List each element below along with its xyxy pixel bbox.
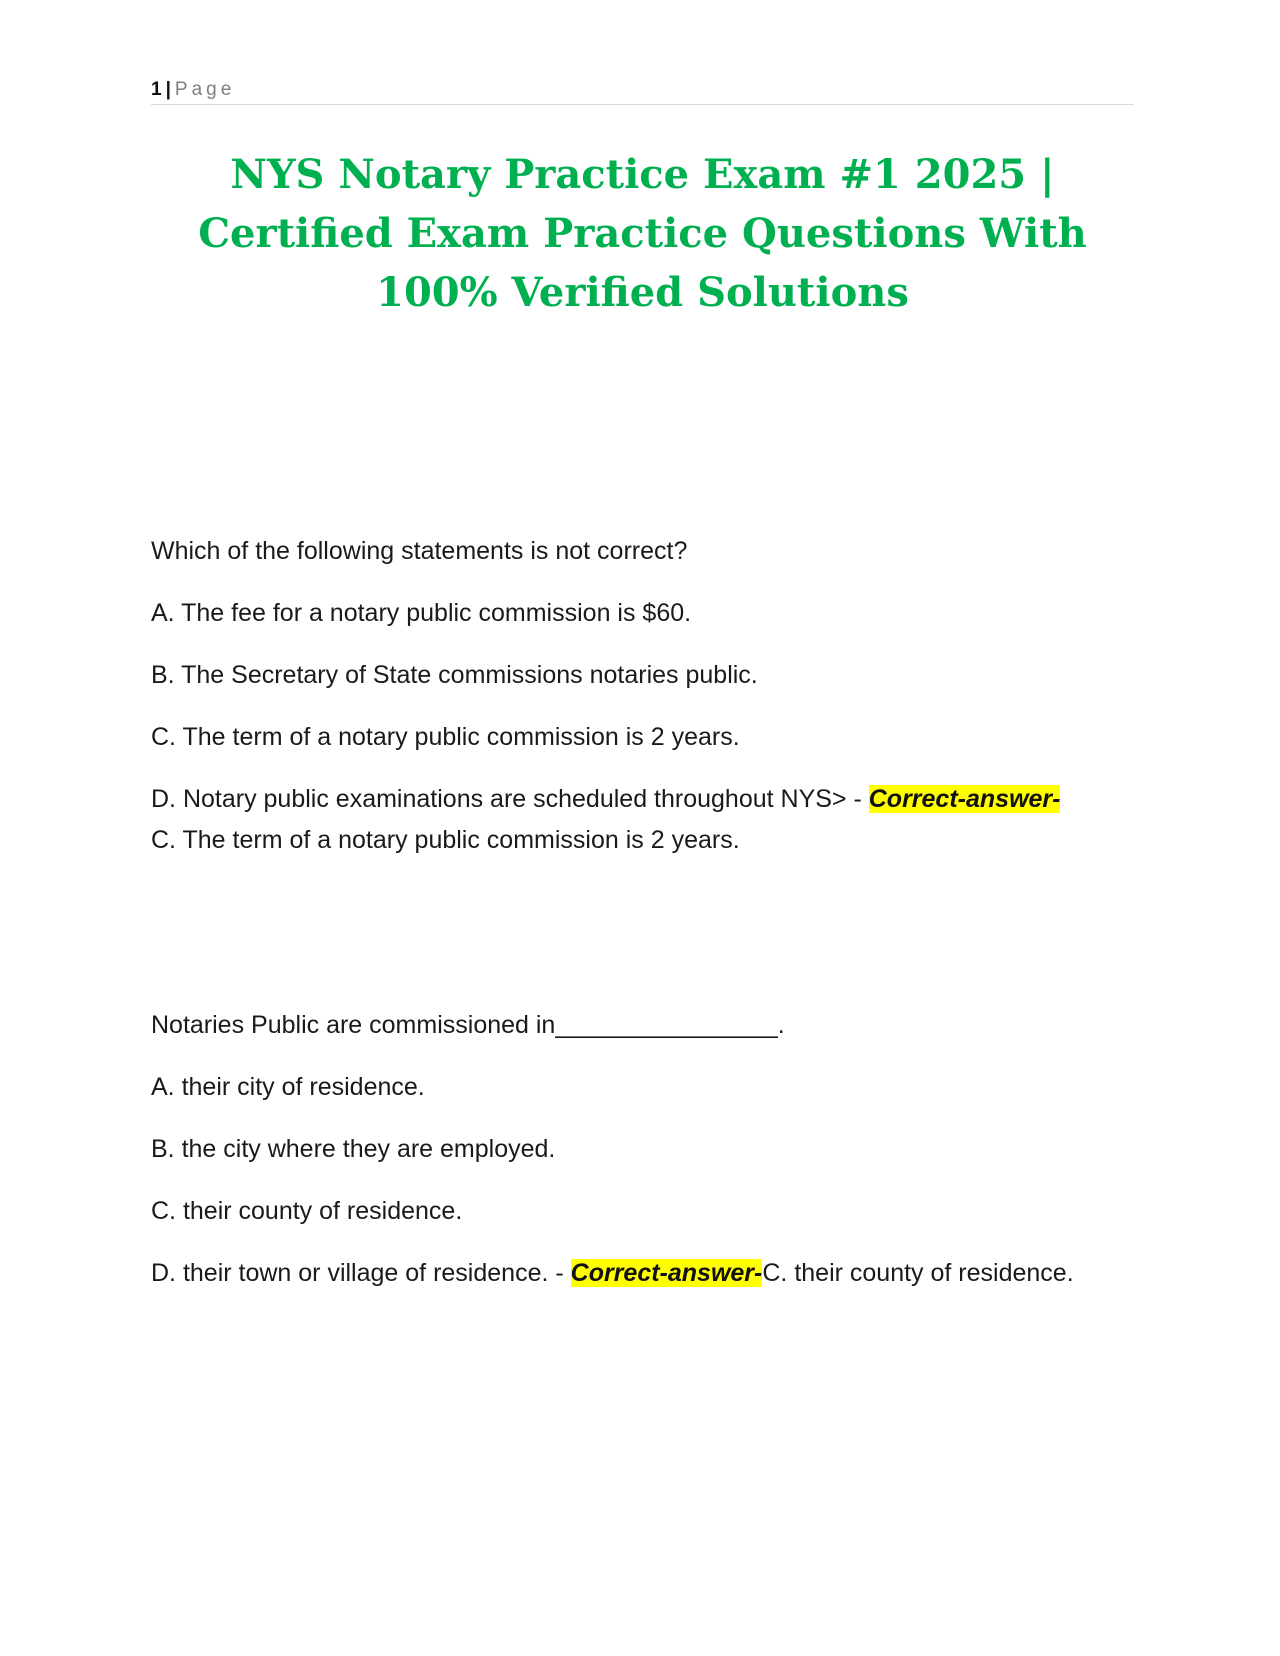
question-prompt: Notaries Public are commissioned in________________. xyxy=(151,1011,785,1039)
option-c: C. The term of a notary public commission is 2 years. xyxy=(151,723,740,751)
document-title: NYS Notary Practice Exam #1 2025 | Certified Exam Practice Questions With 100% Verified Solutions xyxy=(198,151,1087,316)
option-a: A. their city of residence. xyxy=(151,1073,425,1101)
option-d-with-answer xyxy=(151,768,1111,861)
page-number: 1 xyxy=(151,79,162,100)
correct-answer-tag: Correct-answer- xyxy=(868,785,1061,813)
option-d-with-answer xyxy=(151,1242,1111,1294)
option-a: A. The fee for a notary public commission is $60. xyxy=(151,599,692,627)
page-separator: | xyxy=(165,79,171,100)
option-b: B. the city where they are employed. xyxy=(151,1135,556,1163)
option-c: C. their county of residence. xyxy=(151,1197,463,1225)
option-b: B. The Secretary of State commissions notaries public. xyxy=(151,661,758,689)
option-d: D. Notary public examinations are scheduled throughout NYS> - xyxy=(151,785,869,813)
question-prompt: Which of the following statements is not correct? xyxy=(151,537,688,565)
page-header xyxy=(151,76,1134,105)
correct-answer-text: C. The term of a notary public commission is 2 years. xyxy=(151,826,740,854)
page-label: Page xyxy=(174,79,236,100)
correct-answer-text: C. their county of residence. xyxy=(762,1259,1074,1287)
option-d: D. their town or village of residence. - xyxy=(151,1259,571,1287)
question-block xyxy=(151,994,1111,1294)
correct-answer-tag: Correct-answer- xyxy=(570,1259,763,1287)
question-block xyxy=(151,520,1111,861)
